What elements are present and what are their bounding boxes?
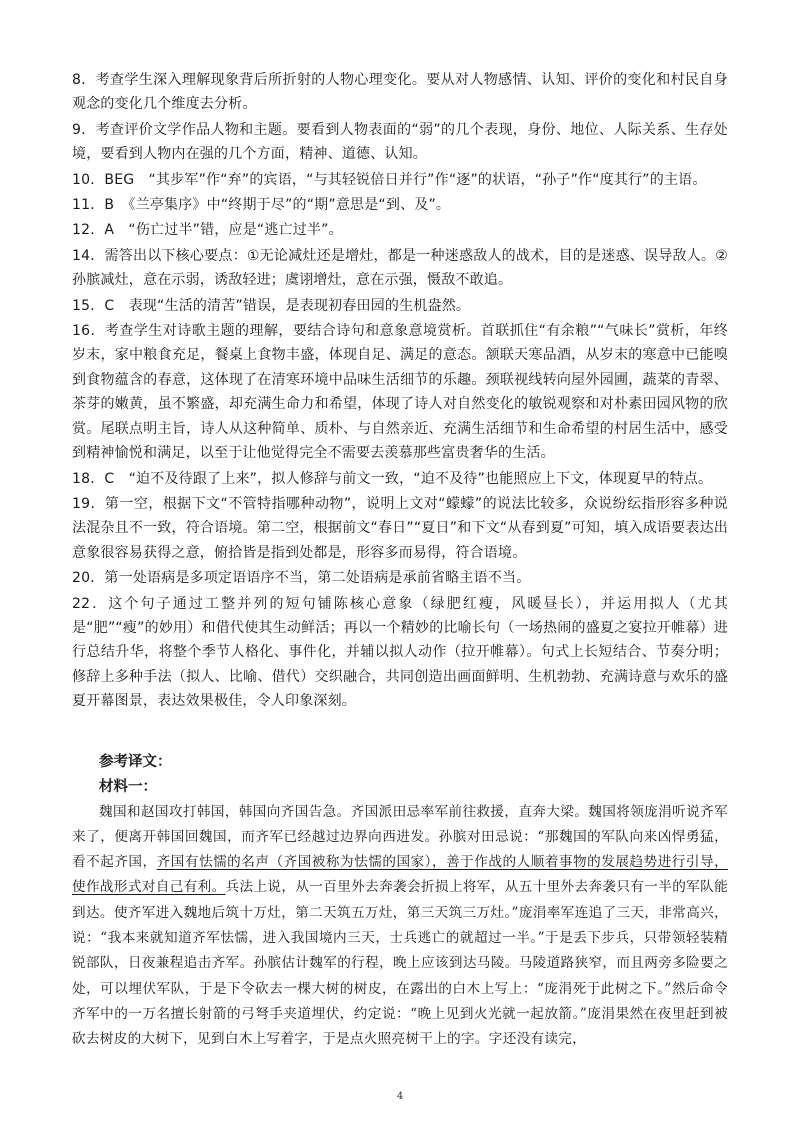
answer-item-9: 9．考查评价文学作品人物和主题。要看到人物表面的“弱”的几个表现，身份、地位、人际关系、生存处境，要看到人物内在强的几个方面，精神、道德、认知。 — [72, 121, 728, 163]
answer-item-18: 18．C “迫不及待跟了上来”，拟人修辞与前文一致，“迫不及待”也能照应上下文，体现夏早的特点。 — [72, 470, 713, 487]
answer-item-10: 10．BEG “其步军”作“弃”的宾语，“与其轻锐倍日并行”作“逐”的状语，“孙子”作“度其行”的主语。 — [72, 171, 707, 188]
answer-item-12: 12．A “伤亡过半”错，应是“逃亡过半”。 — [72, 222, 343, 239]
answer-item-8: 8．考查学生深入理解现象背后所折射的人物心理变化。要从对人物感情、认知、评价的变化和村民自身观念的变化几个维度去分析。 — [72, 72, 728, 113]
answer-item-19: 19．第一空，根据下文“不管特指哪种动物”，说明上文对“蠓蠓”的说法比较多，众说纷纭指形容多种说法混杂且不一致，符合语境。第二空，根据前文“春日”“夏日”和下文“从春到夏”可知，填入成语要表达出意象很容易获得之意，俯拾皆是指到处都是，形容多而易得，符合语境。 — [72, 495, 728, 561]
answer-item-22: 22．这个句子通过工整并列的短句铺陈核心意象（绿肥红瘦，风暖昼长），并运用拟人（尤其是“肥”“瘦”的妙用）和借代使其生动鲜活；再以一个精妙的比喻长句（一场热闹的盛夏之宴拉开帷幕）进行总结升华，将整个季节人格化、事件化，并辅以拟人动作（拉开帷幕）。句式上长短结合、节奏分明；修辞上多种手法（拟人、比喻、借代）交织融合，共同创造出画面鲜明、生机勃勃、充满诗意与欢乐的盛夏开幕图景，表达效果极佳，令人印象深刻。 — [72, 595, 728, 710]
answer-item-16: 16．考查学生对诗歌主题的理解，要结合诗句和意象意境赏析。首联抓住“有余粮”“气味长”赏析，年终岁末，家中粮食充足，餐桌上食物丰盛，体现自足、满足的意态。颔联天寒品酒，从岁末的寒意中已能嗅到食物蕴含的春意，这体现了在清寒环境中品味生活细节的乐趣。颈联视线转向屋外园圃，蔬菜的青翠、茶芽的嫩黄，虽不繁盛，却充满生命力和希望，体现了诗人对自然变化的敏锐观察和对朴素田园风物的欣赏。尾联点明主旨，诗人从这种简单、质朴、与自然亲近、充满生活细节和生命希望的村居生活中，感受到精神愉悦和满足，以至于让他觉得完全不需要去羡慕那些富贵奢华的生活。 — [72, 323, 728, 462]
answer-item-14: 14．需答出以下核心要点：①无论减灶还是增灶，都是一种迷惑敌人的战术，目的是迷惑、误导敌人。②孙膑减灶，意在示弱，诱敌轻进；虞诩增灶，意在示强，慑敌不敢追。 — [72, 247, 728, 289]
translation-underlined-sentence: 齐国有怯懦的名声（齐国被称为怯懦的国家），善于作战的人顺着事物的发展趋势进行引导，使作战形式对自己有利。 — [72, 854, 728, 896]
translation-text-part2: 兵法上说，从一百里外去奔袭会折损上将军，从五十里外去奔袭只有一半的军队能到达。使齐军进入魏地后筑十万灶，第二天筑五万灶，第三天筑三万灶。”庞涓率军连追了三天，非常高兴，说：“我本来就知道齐军怯懦，进入我国境内三天，士兵逃亡的就超过一半。”于是丢下步兵，只带领轻装精锐部队，日夜兼程追击齐军。孙膑估计魏军的行程，晚上应该到达马陵。马陵道路狭窄，而且两旁多险要之处，可以埋伏军队，于是下令砍去一棵大树的树皮，在露出的白木上写上：“庞涓死于此树之下。”然后命令齐军中的一万名擅长射箭的弓弩手夹道埋伏，约定说：“晚上见到火光就一起放箭。”庞涓果然在夜里赶到被砍去树皮的大树下，见到白木上写着字，于是点火照亮树干上的字。字还没有读完， — [72, 879, 728, 1048]
answer-item-15: 15．C 表现“生活的清苦”错误，是表现初春田园的生机盎然。 — [72, 297, 471, 314]
translation-text-part1: 魏国和赵国攻打韩国，韩国向齐国告急。齐国派田忌率军前往救援，直奔大梁。魏国将领庞涓听说齐军来了，便离开韩国回魏国，而齐军已经越过边界向西进发。孙膑对田忌说：“那魏国的军队向来凶悍勇猛，看不起齐国， — [72, 803, 728, 871]
answer-list — [72, 68, 728, 714]
section-heading: 参考译文： — [99, 753, 172, 770]
section-subheading: 材料一： — [99, 778, 157, 795]
answer-item-11: 11．B 《兰亭集序》中“终期于尽”的“期”意思是“到、及”。 — [72, 197, 451, 214]
answer-item-20: 20．第一处语病是多项定语语序不当，第二处语病是承前省略主语不当。 — [72, 570, 531, 587]
translation-paragraph — [72, 800, 728, 1053]
page-number: 4 — [396, 1091, 404, 1102]
